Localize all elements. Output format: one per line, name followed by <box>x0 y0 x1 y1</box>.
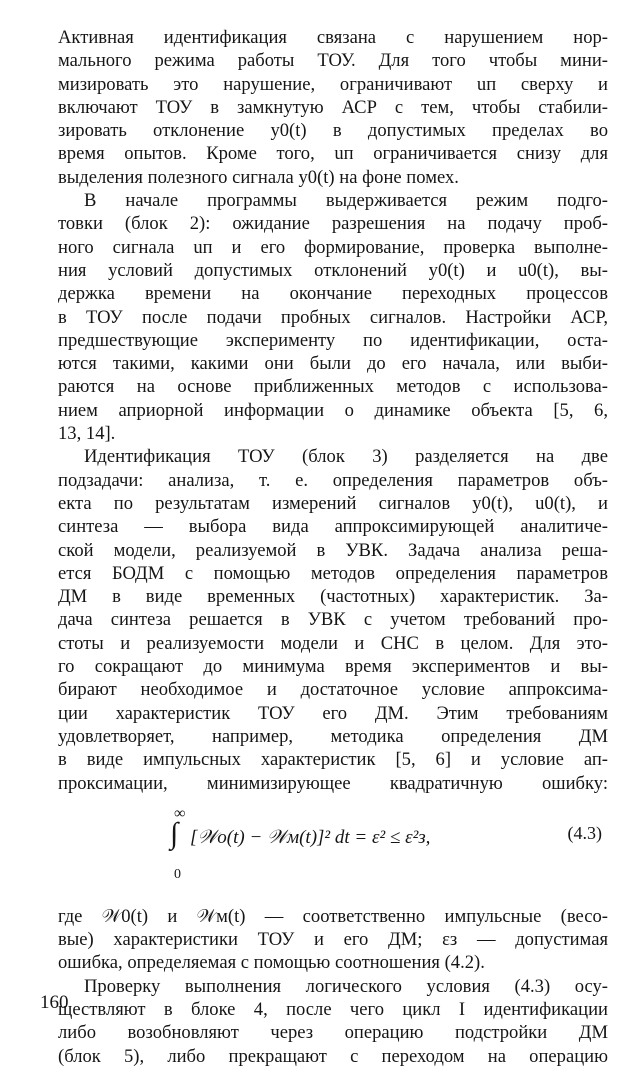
paragraph-verification <box>58 975 608 1068</box>
text-line: в ТОУ после подачи пробных сигналов. Настройки АСР, <box>58 306 608 328</box>
text-line: го сокращают до минимума время экспериментов и вы- <box>58 656 608 678</box>
text-line: нием априорной информации о динамике объекта [5, 6, <box>58 399 608 421</box>
text-line: где 𝒲0(t) и 𝒲м(t) — соответственно импульсные (весо- <box>58 905 608 927</box>
text-line: раются на основе приближенных методов с использова- <box>58 376 608 398</box>
text-line: ской модели, реализуемой в УВК. Задача анализа реша- <box>58 539 608 561</box>
text-line: (блок 5), либо прекращают с переходом на операцию <box>58 1045 608 1067</box>
text-line: ются такими, какими они были до его начала, или выби- <box>58 353 608 375</box>
text-line: ется БОДМ с помощью методов определения параметров <box>58 562 608 584</box>
text-line: Проверку выполнения логического условия (4.3) осу- <box>84 975 608 997</box>
text-line: ции характеристик ТОУ его ДМ. Этим требованиям <box>58 702 608 724</box>
equation-number: (4.3) <box>567 822 602 843</box>
text-line: мального режима работы ТОУ. Для того чтобы мини- <box>58 50 608 72</box>
equation-expression: [𝒲o(t) − 𝒲м(t)]² dt = ε² ≤ ε²з, <box>190 826 431 848</box>
text-line: дача синтеза решается в УВК с учетом требований про- <box>58 609 608 631</box>
text-line: выделения полезного сигнала y0(t) на фоне помех. <box>58 166 459 188</box>
text-line: синтеза — выбора вида аппроксимирующей аналитиче- <box>58 516 608 538</box>
text-line: вые) характеристики ТОУ и его ДМ; εз — допустимая <box>58 929 608 951</box>
text-line: проксимации, минимизирующее квадратичную ошибку: <box>58 772 608 794</box>
page-number: 160 <box>40 992 69 1013</box>
text-line: стоты и реализуемости модели и СНС в целом. Для это- <box>58 632 608 654</box>
text-line: бирают необходимое и достаточное условие аппроксима- <box>58 679 608 701</box>
text-line: ществляют в блоке 4, после чего цикл I идентификации <box>58 998 608 1020</box>
text-line: время опытов. Кроме того, uп ограничивается снизу для <box>58 143 608 165</box>
text-line: подзадачи: анализа, т. е. определения параметров объ- <box>58 469 608 491</box>
text-line: В начале программы выдерживается режим подго- <box>84 190 608 212</box>
integral-sign: ∫ <box>170 816 179 850</box>
paragraph-active-identification <box>58 26 608 189</box>
text-line: ДМ в виде временных (частотных) характеристик. За- <box>58 586 608 608</box>
text-line: предшествующие эксперименту по идентификации, оста- <box>58 329 608 351</box>
text-line: 13, 14]. <box>58 423 116 445</box>
text-line: Активная идентификация связана с нарушением нор- <box>58 27 608 48</box>
text-line: в виде импульсных характеристик [5, 6] и условие ап- <box>58 749 608 771</box>
text-line: мизировать это нарушение, ограничивают uп сверху и <box>58 73 608 95</box>
paragraph-program-start <box>58 189 608 445</box>
paragraph-where <box>58 905 608 975</box>
text-line: зировать отклонение y0(t) в допустимых пределах во <box>58 120 608 142</box>
text-line: удовлетворяет, например, методика определения ДМ <box>58 725 608 747</box>
text-line: товки (блок 2): ожидание разрешения на подачу проб- <box>58 213 608 235</box>
text-line: екта по результатам измерений сигналов y0(t), u0(t), и <box>58 492 608 514</box>
integral-upper-limit: ∞ <box>174 804 186 822</box>
text-line: Идентификация ТОУ (блок 3) разделяется на две <box>84 446 608 468</box>
text-line: держка времени на окончание переходных процессов <box>58 283 608 305</box>
text-line: включают ТОУ в замкнутую АСР с тем, чтобы стабили- <box>58 96 608 118</box>
paragraph-identification <box>58 445 608 794</box>
text-line: ошибка, определяемая с помощью соотношения (4.2). <box>58 952 485 974</box>
equation-4-3 <box>58 805 608 901</box>
integral-lower-limit: 0 <box>174 866 181 882</box>
text-line: либо возобновляют через операцию подстройки ДМ <box>58 1022 608 1044</box>
text-line: ния условий допустимых отклонений y0(t) и u0(t), вы- <box>58 259 608 281</box>
text-line: ного сигнала uп и его формирование, проверка выполне- <box>58 236 608 258</box>
